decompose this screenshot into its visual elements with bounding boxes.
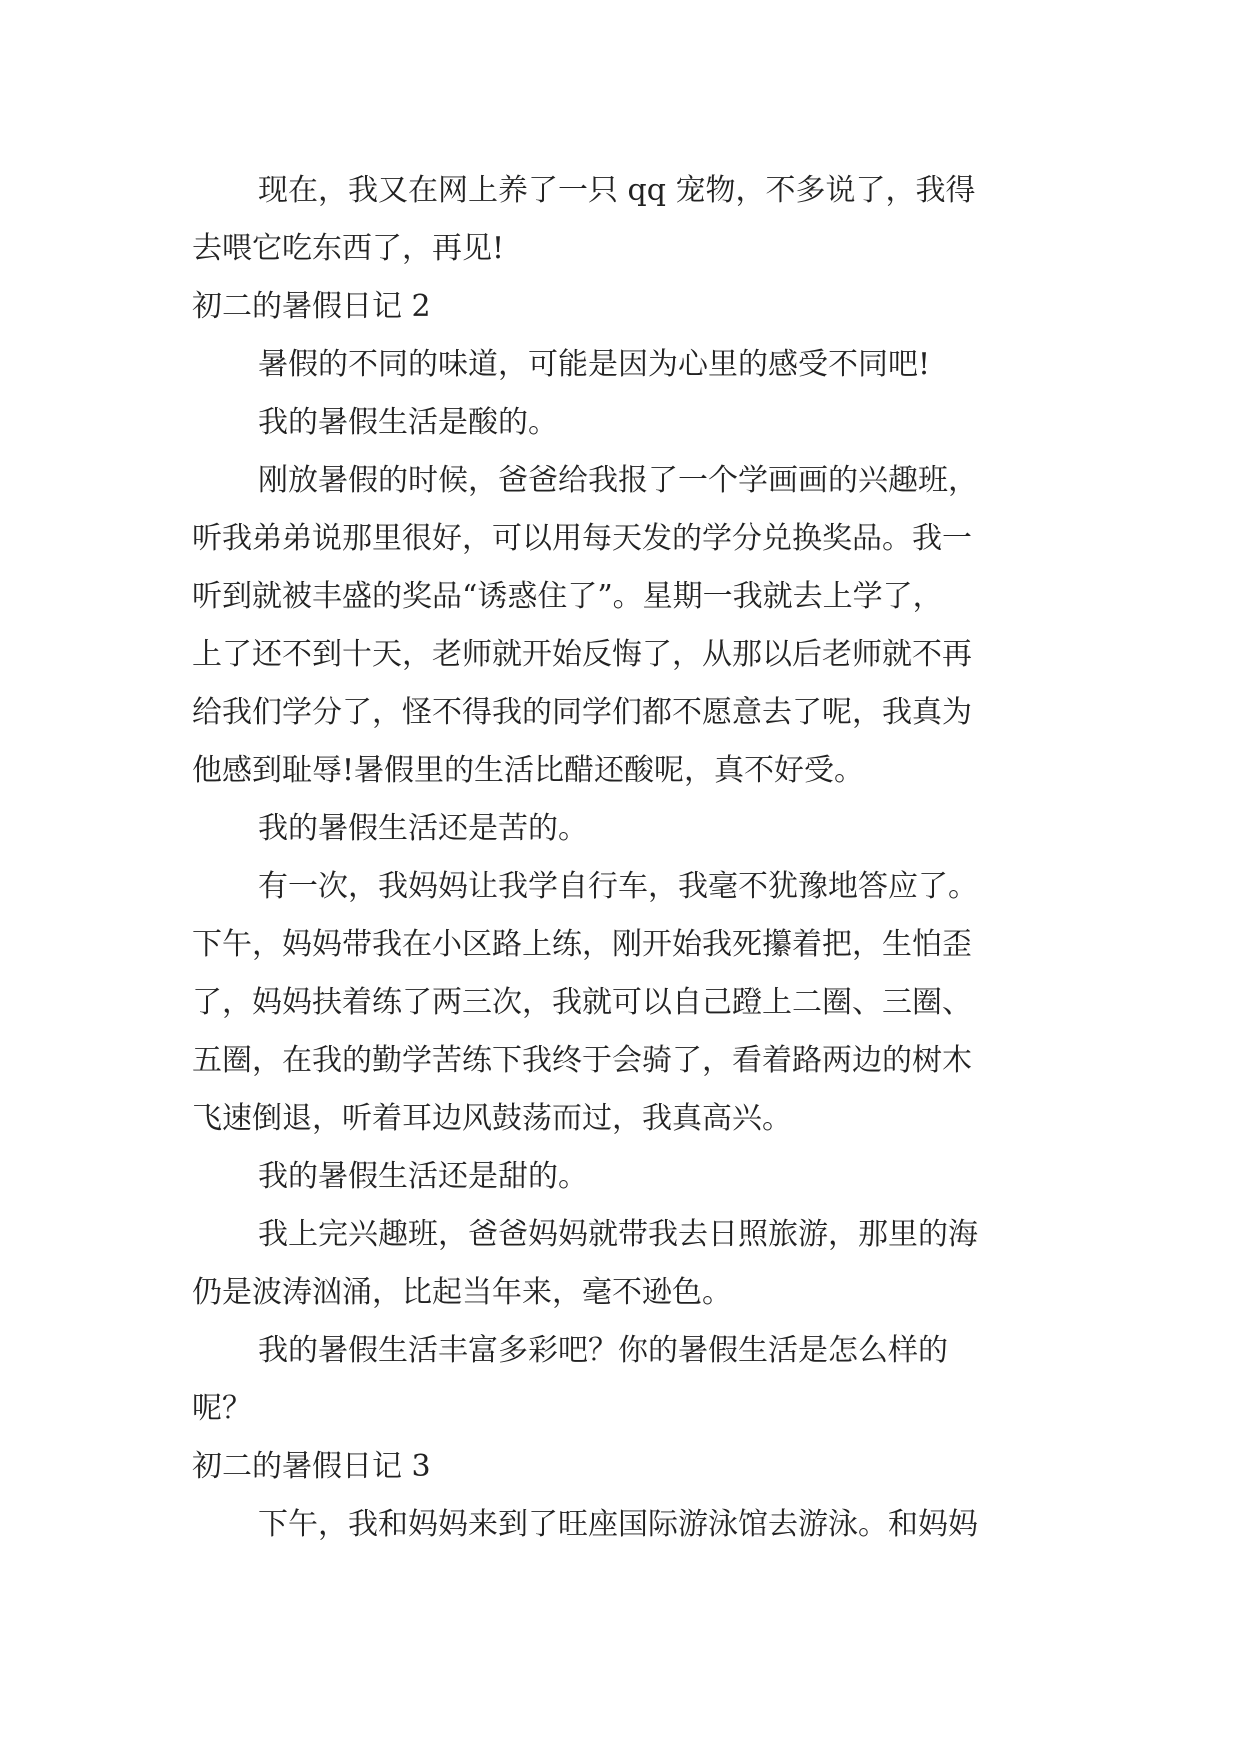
text-line: 我的暑假生活是酸的。: [258, 405, 558, 440]
text-line: 我的暑假生活丰富多彩吧？你的暑假生活是怎么样的: [258, 1333, 948, 1368]
text-line: 下午，妈妈带我在小区路上练，刚开始我死攥着把，生怕歪: [192, 927, 972, 962]
document-body: [192, 162, 1062, 1554]
section-heading: 初二的暑假日记 2: [192, 289, 431, 324]
text-line: 有一次，我妈妈让我学自行车，我毫不犹豫地答应了。: [258, 869, 978, 904]
text-line: 听到就被丰盛的奖品“诱惑住了”。星期一我就去上学了，: [192, 579, 943, 614]
text-line: 上了还不到十天，老师就开始反悔了，从那以后老师就不再: [192, 637, 972, 672]
text-line: 现在，我又在网上养了一只 qq 宠物，不多说了，我得: [258, 173, 976, 208]
text-line: 五圈，在我的勤学苦练下我终于会骑了，看着路两边的树木: [192, 1043, 972, 1078]
text-line: 呢？: [192, 1391, 252, 1426]
text-line: 了，妈妈扶着练了两三次，我就可以自己蹬上二圈、三圈、: [192, 985, 972, 1020]
text-line: 我上完兴趣班，爸爸妈妈就带我去日照旅游，那里的海: [258, 1217, 978, 1252]
text-line: 飞速倒退，听着耳边风鼓荡而过，我真高兴。: [192, 1101, 792, 1136]
text-line: 仍是波涛汹涌，比起当年来，毫不逊色。: [192, 1275, 732, 1310]
text-line: 去喂它吃东西了，再见!: [192, 231, 505, 266]
text-line: 我的暑假生活还是苦的。: [258, 811, 588, 846]
text-line: 暑假的不同的味道，可能是因为心里的感受不同吧!: [258, 347, 931, 382]
section-heading: 初二的暑假日记 3: [192, 1449, 431, 1484]
text-line: 给我们学分了，怪不得我的同学们都不愿意去了呢，我真为: [192, 695, 972, 730]
text-line: 听我弟弟说那里很好，可以用每天发的学分兑换奖品。我一: [192, 521, 972, 556]
text-line: 刚放暑假的时候，爸爸给我报了一个学画画的兴趣班，: [258, 463, 978, 498]
text-line: 下午，我和妈妈来到了旺座国际游泳馆去游泳。和妈妈: [258, 1507, 978, 1542]
text-line: 我的暑假生活还是甜的。: [258, 1159, 588, 1194]
text-line: 他感到耻辱!暑假里的生活比醋还酸呢，真不好受。: [192, 753, 865, 788]
